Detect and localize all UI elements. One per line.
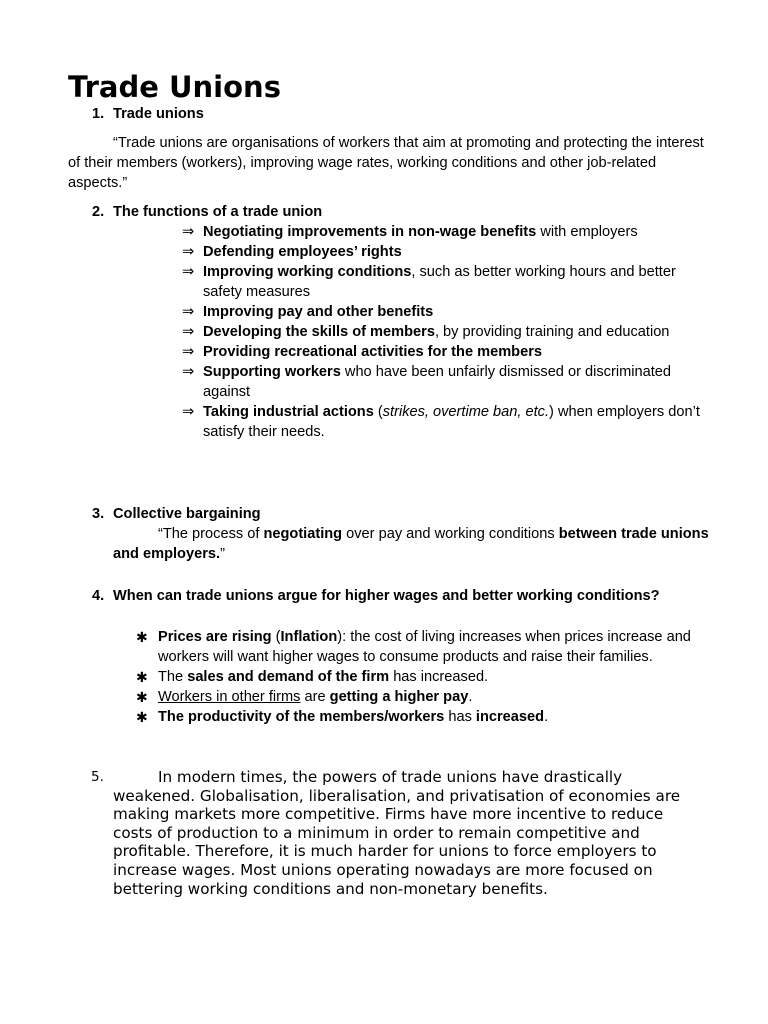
section-number: 4. xyxy=(92,588,105,604)
list-item: ⇒ Supporting workers who have been unfairly dismissed or discriminated against xyxy=(182,364,671,400)
wage-conditions-list xyxy=(136,627,706,727)
section-heading-text: When can trade unions argue for higher wages and better working conditions? xyxy=(113,588,660,604)
asterisk-icon: ✱ xyxy=(136,629,148,645)
arrow-icon: ⇒ xyxy=(182,344,195,360)
section-number: 5. xyxy=(91,769,104,785)
list-item: ⇒ Taking industrial actions (strikes, overtime ban, etc.) when employers don’t satisfy their needs. xyxy=(182,404,700,440)
arrow-icon: ⇒ xyxy=(182,324,195,340)
list-item: ✱ Workers in other firms are getting a higher pay. xyxy=(136,689,473,705)
section-number: 1. xyxy=(92,106,105,122)
list-item: ⇒ Negotiating improvements in non-wage benefits with employers xyxy=(182,224,638,240)
list-item: ⇒ Improving working conditions, such as better working hours and better safety measures xyxy=(182,264,676,300)
section-3-heading xyxy=(92,504,261,524)
section-heading-text: The functions of a trade union xyxy=(113,204,323,220)
section-heading-text: Trade unions xyxy=(113,106,204,122)
list-item: ⇒ Defending employees’ rights xyxy=(182,244,402,260)
list-item: ✱ Prices are rising (Inflation): the cost of living increases when prices increase and workers will want higher wages to consume products and raise their families. xyxy=(136,629,691,665)
arrow-icon: ⇒ xyxy=(182,404,195,420)
section-4-heading xyxy=(92,586,692,606)
section-2-heading xyxy=(92,202,322,222)
asterisk-icon: ✱ xyxy=(136,689,148,705)
asterisk-icon: ✱ xyxy=(136,669,148,685)
asterisk-icon: ✱ xyxy=(136,709,148,725)
section-1-heading xyxy=(92,104,204,124)
list-item: ⇒ Providing recreational activities for the members xyxy=(182,344,543,360)
list-item: ⇒ Developing the skills of members, by providing training and education xyxy=(182,324,670,340)
section-number: 2. xyxy=(92,204,105,220)
section-5-text: In modern times, the powers of trade unions have drastically weakened. Globalisation, liberalisation, and privatisation of economies are making markets more competitive. Firms have more incentive to reduce costs of production to a minimum in order to remain competitive and profitable. Therefore, it is much harder for unions to force employers to increase wages. Most unions operating nowadays are more focused on bettering working conditions and non-monetary benefits. xyxy=(113,768,681,898)
section-3-quote: “The process of negotiating over pay and working conditions between trade unions and employers.” xyxy=(113,526,709,562)
arrow-icon: ⇒ xyxy=(182,304,195,320)
arrow-icon: ⇒ xyxy=(182,224,195,240)
section-5-paragraph xyxy=(91,768,691,898)
list-item: ✱ The sales and demand of the firm has increased. xyxy=(136,669,489,685)
arrow-icon: ⇒ xyxy=(182,264,195,280)
section-heading-text: Collective bargaining xyxy=(113,506,261,522)
definition-text: “Trade unions are organisations of workers that aim at promoting and protecting the interest of their members (workers), improving wage rates, working conditions and other job-related aspects.” xyxy=(68,135,704,191)
arrow-icon: ⇒ xyxy=(182,244,195,260)
list-item: ✱ The productivity of the members/workers has increased. xyxy=(136,709,549,725)
section-1-quote xyxy=(68,133,708,193)
section-number: 3. xyxy=(92,506,105,522)
page-title: Trade Unions xyxy=(68,70,281,104)
functions-list xyxy=(182,222,712,442)
list-item: ⇒ Improving pay and other benefits xyxy=(182,304,434,320)
arrow-icon: ⇒ xyxy=(182,364,195,380)
